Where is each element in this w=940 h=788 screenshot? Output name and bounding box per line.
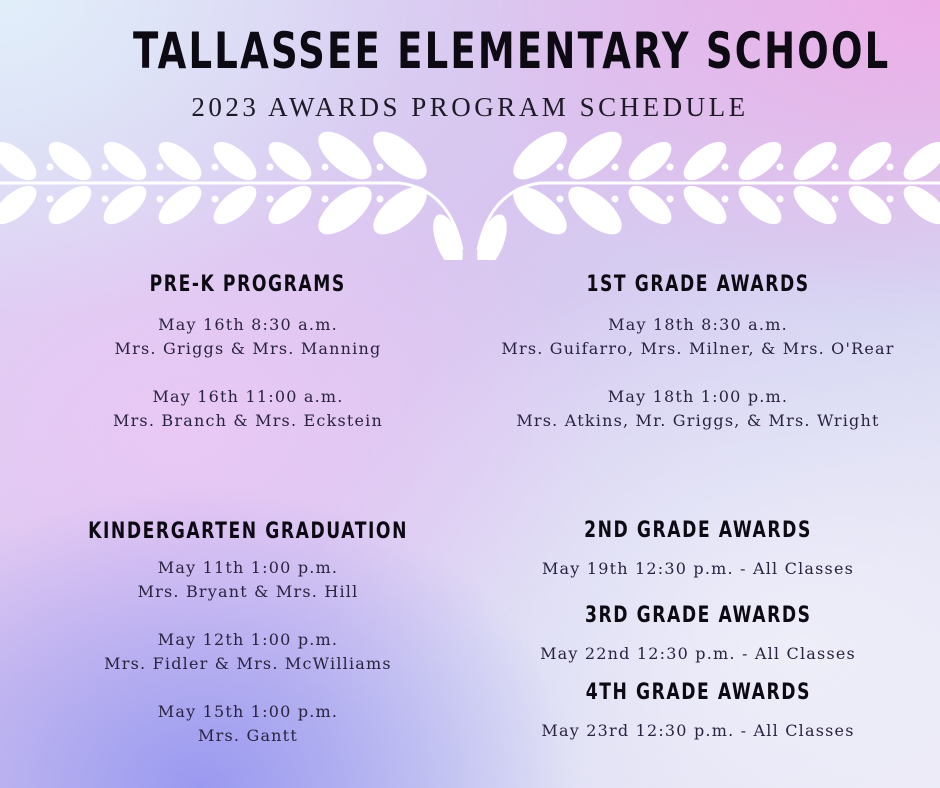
laurel-leaf xyxy=(677,135,732,187)
section-heading: KINDERGARTEN GRADUATION xyxy=(88,519,408,544)
laurel-leaf xyxy=(267,164,274,171)
laurel-leaf xyxy=(97,179,152,231)
laurel-leaf xyxy=(897,135,940,187)
laurel-leaf xyxy=(310,123,379,188)
laurel-leaf xyxy=(212,164,219,171)
laurel-leaf xyxy=(887,196,894,203)
laurel-leaf xyxy=(42,179,97,231)
laurel-leaf xyxy=(622,135,677,187)
laurel-leaf xyxy=(622,179,677,231)
laurel-leaf xyxy=(612,196,619,203)
laurel-leaf xyxy=(377,164,384,171)
event-teachers: Mrs. Guifarro, Mrs. Milner, & Mrs. O'Rear xyxy=(501,339,895,358)
event-teachers: Mrs. Branch & Mrs. Eckstein xyxy=(112,411,384,430)
laurel-leaf xyxy=(560,123,629,188)
kindergarten-section xyxy=(18,519,478,748)
event-time: May 12th 1:00 p.m. xyxy=(157,630,339,649)
event-line: May 19th 12:30 p.m. - All Classes xyxy=(541,559,855,578)
laurel-leaf xyxy=(677,179,732,231)
section-heading: 3RD GRADE AWARDS xyxy=(584,603,812,628)
laurel-leaf xyxy=(560,178,629,243)
school-title: TALLASSEE ELEMENTARY SCHOOL xyxy=(133,22,891,80)
laurel-leaf xyxy=(722,164,729,171)
event-time: May 16th 11:00 a.m. xyxy=(152,387,344,406)
laurel-leaf xyxy=(47,164,54,171)
event-time: May 16th 8:30 a.m. xyxy=(158,315,338,334)
section-heading: PRE-K PROGRAMS xyxy=(149,272,347,297)
laurel-leaf xyxy=(42,135,97,187)
laurel-leaf xyxy=(722,196,729,203)
laurel-leaf xyxy=(322,164,329,171)
fourth-grade-section xyxy=(468,680,928,743)
section-heading: 4TH GRADE AWARDS xyxy=(585,680,811,705)
laurel-leaf xyxy=(787,179,842,231)
laurel-leaf xyxy=(157,196,164,203)
event-teachers: Mrs. Bryant & Mrs. Hill xyxy=(137,582,359,601)
laurel-leaf xyxy=(427,211,469,260)
event-teachers: Mrs. Griggs & Mrs. Manning xyxy=(114,339,382,358)
laurel-leaf xyxy=(667,164,674,171)
first-grade-section xyxy=(468,272,928,433)
prek-section xyxy=(18,272,478,433)
event-time: May 18th 1:00 p.m. xyxy=(607,387,789,406)
laurel-leaf xyxy=(0,135,43,187)
program-subtitle: 2023 AWARDS PROGRAM SCHEDULE xyxy=(191,92,749,122)
laurel-leaf xyxy=(832,164,839,171)
laurel-leaf xyxy=(262,179,317,231)
laurel-leaf xyxy=(377,196,384,203)
laurel-leaf xyxy=(157,164,164,171)
laurel-leaf xyxy=(842,135,897,187)
laurel-leaf xyxy=(612,164,619,171)
laurel-leaf xyxy=(471,211,513,260)
laurel-leaf xyxy=(667,196,674,203)
laurel-leaf xyxy=(102,164,109,171)
laurel-leaf xyxy=(322,196,329,203)
event-time: May 15th 1:00 p.m. xyxy=(157,702,339,721)
laurel-leaf xyxy=(505,178,574,243)
section-heading: 1ST GRADE AWARDS xyxy=(586,272,810,297)
laurel-leaf xyxy=(267,196,274,203)
laurel-leaf xyxy=(732,135,787,187)
third-grade-section xyxy=(468,603,928,666)
event-line: May 23rd 12:30 p.m. - All Classes xyxy=(541,721,855,740)
laurel-leaf xyxy=(152,135,207,187)
laurel-leaf xyxy=(557,164,564,171)
laurel-leaf xyxy=(207,135,262,187)
laurel-leaf xyxy=(212,196,219,203)
laurel-leaf xyxy=(310,178,379,243)
laurel-leaf xyxy=(787,135,842,187)
event-time: May 18th 8:30 a.m. xyxy=(608,315,788,334)
event-teachers: Mrs. Atkins, Mr. Griggs, & Mrs. Wright xyxy=(516,411,880,430)
event-time: May 11th 1:00 p.m. xyxy=(157,558,339,577)
laurel-leaf xyxy=(777,164,784,171)
laurel-leaf xyxy=(732,179,787,231)
laurel-leaf xyxy=(0,179,43,231)
laurel-leaf xyxy=(842,179,897,231)
laurel-leaf xyxy=(152,179,207,231)
laurel-leaf xyxy=(777,196,784,203)
laurel-leaf xyxy=(557,196,564,203)
laurel-leaf xyxy=(832,196,839,203)
second-grade-section xyxy=(468,518,928,581)
laurel-leaf xyxy=(262,135,317,187)
event-teachers: Mrs. Fidler & Mrs. McWilliams xyxy=(104,654,392,673)
event-teachers: Mrs. Gantt xyxy=(198,726,298,745)
laurel-leaf xyxy=(887,164,894,171)
laurel-leaf xyxy=(897,179,940,231)
laurel-decoration-icon xyxy=(0,120,940,260)
laurel-leaf xyxy=(97,135,152,187)
laurel-leaf xyxy=(505,123,574,188)
laurel-leaf xyxy=(102,196,109,203)
laurel-leaf xyxy=(365,178,434,243)
laurel-leaf xyxy=(365,123,434,188)
event-line: May 22nd 12:30 p.m. - All Classes xyxy=(540,644,856,663)
section-heading: 2ND GRADE AWARDS xyxy=(584,518,812,543)
laurel-leaf xyxy=(207,179,262,231)
laurel-leaf xyxy=(47,196,54,203)
